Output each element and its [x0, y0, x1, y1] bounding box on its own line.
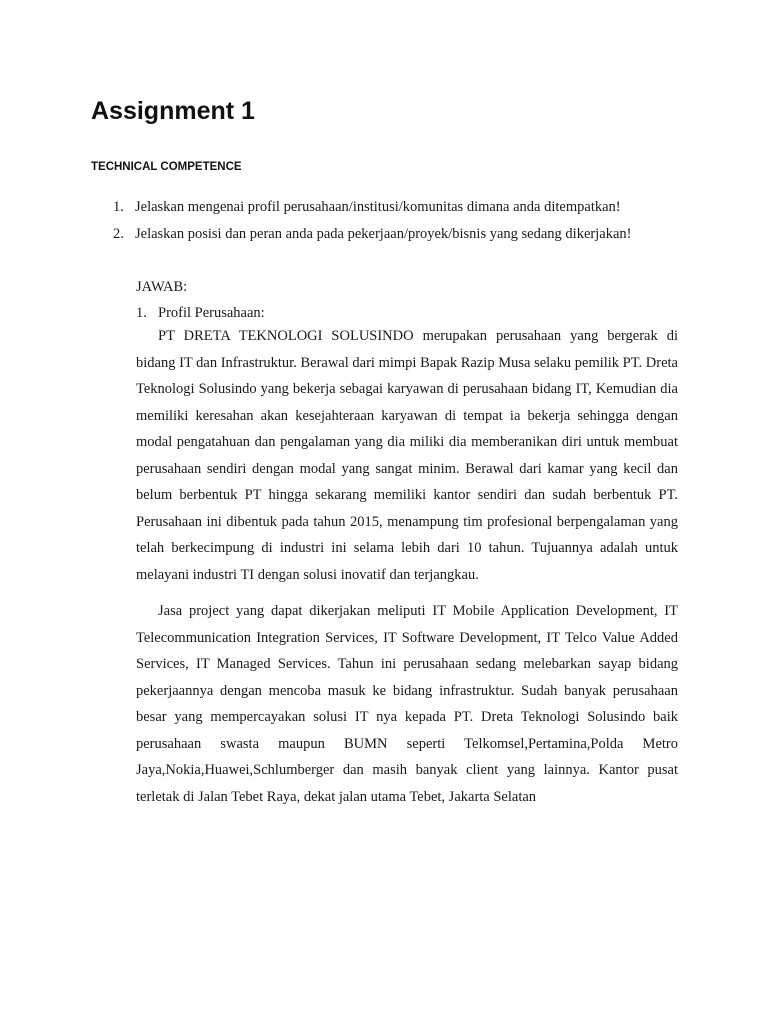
answer-label: JAWAB:: [136, 279, 188, 295]
answer-item-number: 1.: [136, 305, 147, 321]
question-number: 1.: [113, 199, 124, 215]
answer-subheading: [136, 303, 678, 323]
question-text: Jelaskan mengenai profil perusahaan/institusi/komunitas dimana anda ditempatkan!: [135, 199, 621, 215]
answer-section: [136, 277, 678, 810]
question-item: [113, 197, 693, 224]
question-text: Jelaskan posisi dan peran anda pada pekerjaan/proyek/bisnis yang sedang dikerjakan!: [135, 226, 632, 242]
answer-paragraph-services: Jasa project yang dapat dikerjakan meliputi IT Mobile Application Development, IT Telecommunication Integration Services, IT Software Development, IT Telco Value Added Services, IT Managed Services. Tahun ini perusahaan sedang melebarkan sayap bidang pekerjaannya dengan mencoba masuk ke bidang infrastruktur. Sudah banyak perusahaan besar yang mempercayakan solusi IT nya kepada PT. Dreta Teknologi Solusindo baik perusahaan swasta maupun BUMN seperti Telkomsel,Pertamina,Polda Metro Jaya,Nokia,Huawei,Schlumberger dan masih banyak client yang lainnya. Kantor pusat terletak di Jalan Tebet Raya, dekat jalan utama Tebet, Jakarta Selatan: [136, 603, 678, 805]
section-heading: TECHNICAL COMPETENCE: [91, 161, 242, 173]
question-number: 2.: [113, 226, 124, 242]
question-item: [113, 224, 693, 251]
question-list: [113, 197, 693, 251]
answer-paragraph-company-profile: PT DRETA TEKNOLOGI SOLUSINDO merupakan perusahaan yang bergerak di bidang IT dan Infrastruktur. Berawal dari mimpi Bapak Razip Musa selaku pemilik PT. Dreta Teknologi Solusindo yang bekerja sebagai karyawan di perusahaan bidang IT, Kemudian dia memiliki keresahan akan kesejahteraan karyawan di tempat ia bekerja sehingga dengan modal pengatahuan dan pengalaman yang dia miliki dia memberanikan diri untuk membuat perusahaan sendiri dengan modal yang sangat minim. Berawal dari kamar yang kecil dan belum berbentuk PT hingga sekarang memiliki kantor sendiri dan sudah berbentuk PT. Perusahaan ini dibentuk pada tahun 2015, menampung tim profesional berpengalaman yang telah berkecimpung di industri ini selama lebih dari 10 tahun. Tujuannya adalah untuk melayani industri TI dengan solusi inovatif dan terjangkau.: [136, 328, 678, 583]
answer-item-heading: Profil Perusahaan:: [158, 305, 265, 321]
page-title: Assignment 1: [91, 97, 255, 125]
